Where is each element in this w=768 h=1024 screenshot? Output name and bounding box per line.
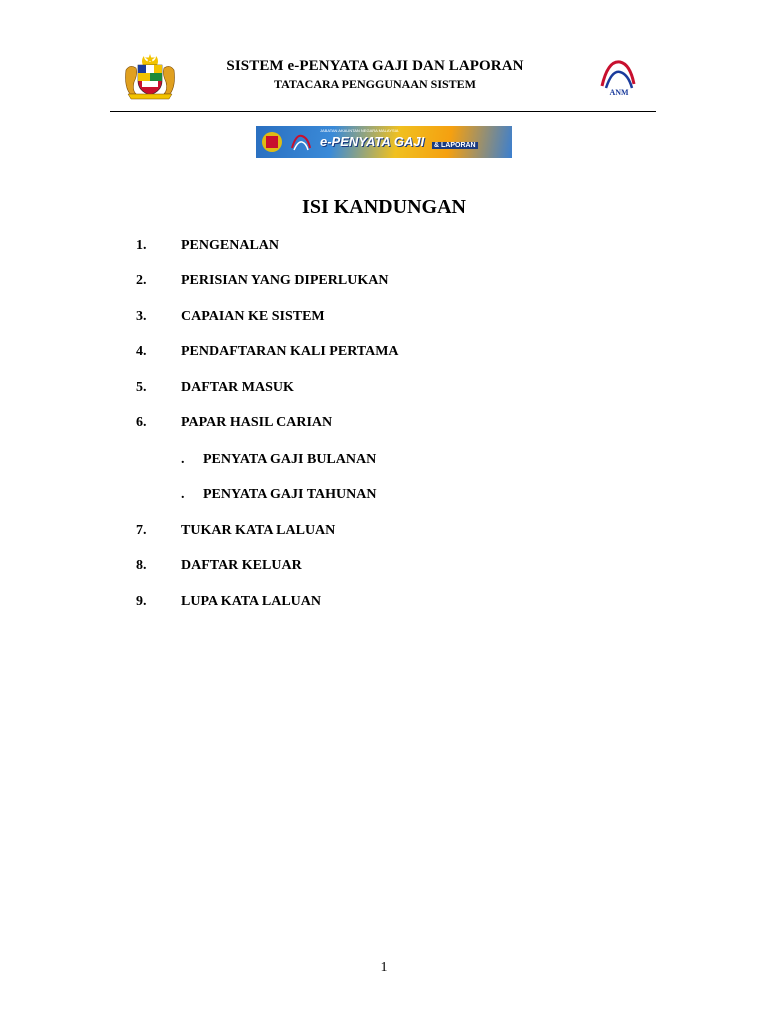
toc-heading: ISI KANDUNGAN <box>302 196 466 218</box>
document-header-title: SISTEM e-PENYATA GAJI DAN LAPORAN <box>226 58 524 74</box>
toc-item-label: PERISIAN YANG DIPERLUKAN <box>181 273 389 288</box>
anm-logo-icon <box>598 56 640 96</box>
e-penyata-gaji-banner <box>256 126 512 158</box>
toc-item-number: 5. <box>136 380 147 395</box>
malaysia-coat-of-arms-icon <box>122 52 178 100</box>
toc-item-number: 9. <box>136 594 147 609</box>
toc-item-number: 2. <box>136 273 147 288</box>
banner-title: e-PENYATA GAJI <box>320 134 425 149</box>
toc-item-number: 4. <box>136 344 147 359</box>
page-number: 1 <box>380 960 388 975</box>
toc-item-label: PENGENALAN <box>181 238 280 253</box>
toc-item-number: 8. <box>136 558 147 573</box>
toc-item-number: 3. <box>136 309 147 324</box>
toc-subitem-label: PENYATA GAJI BULANAN <box>203 452 377 467</box>
banner-suffix: & LAPORAN <box>434 142 476 149</box>
toc-item-label: LUPA KATA LALUAN <box>181 594 322 609</box>
toc-subitem-bullet: . <box>181 487 185 502</box>
header-divider <box>110 111 656 112</box>
toc-item-label: DAFTAR KELUAR <box>181 558 302 573</box>
toc-item-label: TUKAR KATA LALUAN <box>181 523 336 538</box>
anm-logo-text: ANM <box>609 88 629 96</box>
toc-subitem-label: PENYATA GAJI TAHUNAN <box>203 487 377 502</box>
toc-item-label: PAPAR HASIL CARIAN <box>181 415 333 430</box>
document-header-subtitle: TATACARA PENGGUNAAN SISTEM <box>273 77 477 91</box>
toc-item-number: 7. <box>136 523 147 538</box>
toc-item-label: DAFTAR MASUK <box>181 380 294 395</box>
toc-subitem-bullet: . <box>181 452 185 467</box>
toc-item-number: 1. <box>136 238 147 253</box>
banner-tagline: JABATAN AKAUNTAN NEGARA MALAYSIA <box>320 128 399 133</box>
toc-item-label: PENDAFTARAN KALI PERTAMA <box>181 344 399 359</box>
toc-item-label: CAPAIAN KE SISTEM <box>181 309 325 324</box>
toc-item-number: 6. <box>136 415 147 430</box>
